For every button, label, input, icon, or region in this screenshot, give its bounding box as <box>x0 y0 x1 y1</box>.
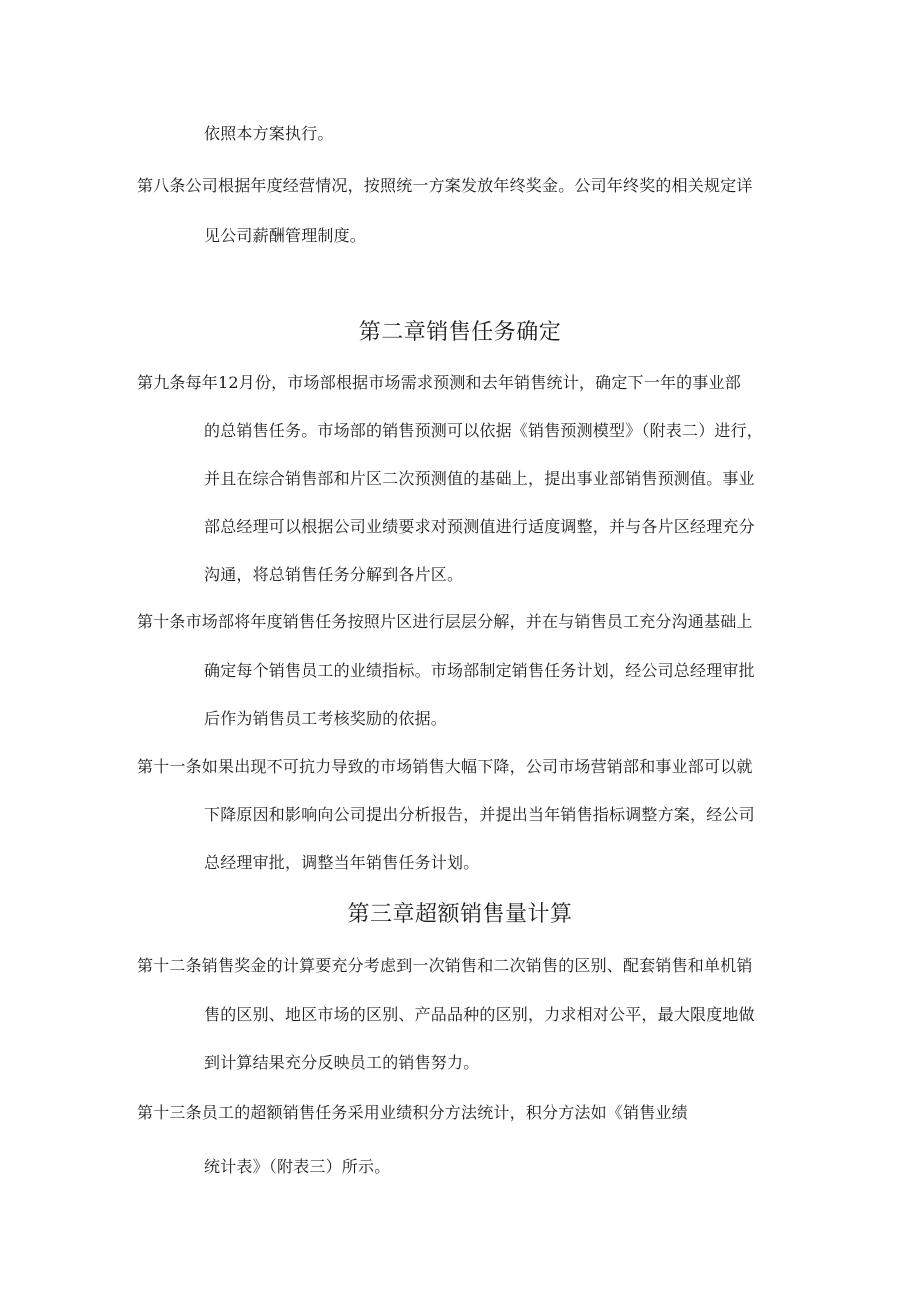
chapter-2-heading: 第二章销售任务确定 <box>358 320 562 345</box>
article-9-line-4: 部总经理可以根据公司业绩要求对预测值进行适度调整，并与各片区经理充分 <box>204 517 755 536</box>
article-9-line-3: 并且在综合销售部和片区二次预测值的基础上，提出事业部销售预测值。事业 <box>204 469 755 488</box>
article-9-line-2: 的总销售任务。市场部的销售预测可以依据《销售预测模型》（附表二）进行， <box>204 421 764 440</box>
article-9-line-1: 第九条每年12月份，市场部根据市场需求预测和去年销售统计，确定下一年的事业部 <box>137 373 741 392</box>
chapter-3-heading: 第三章超额销售量计算 <box>347 902 573 927</box>
article-11-line-2: 下降原因和影响向公司提出分析报告，并提出当年销售指标调整方案，经公司 <box>204 805 755 824</box>
article-8-line-1: 第八条公司根据年度经营情况，按照统一方案发放年终奖金。公司年终奖的相关规定详 <box>137 176 753 195</box>
article-12-line-3: 到计算结果充分反映员工的销售努力。 <box>204 1053 480 1072</box>
article-11-line-1: 第十一条如果出现不可抗力导致的市场销售大幅下降，公司市场营销部和事业部可以就 <box>137 757 753 776</box>
intro-continuation: 依照本方案执行。 <box>204 124 334 143</box>
article-12-line-1: 第十二条销售奖金的计算要充分考虑到一次销售和二次销售的区别、配套销售和单机销 <box>137 956 753 975</box>
article-10-line-2: 确定每个销售员工的业绩指标。市场部制定销售任务计划，经公司总经理审批 <box>204 661 755 680</box>
article-13-line-2: 统计表》（附表三）所示。 <box>204 1157 391 1176</box>
article-9-line-5: 沟通，将总销售任务分解到各片区。 <box>204 565 464 584</box>
article-10-line-1: 第十条市场部将年度销售任务按照片区进行层层分解，并在与销售员工充分沟通基础上 <box>137 612 753 631</box>
article-8-line-2: 见公司薪酬管理制度。 <box>204 226 367 245</box>
article-11-line-3: 总经理审批，调整当年销售任务计划。 <box>204 853 480 872</box>
article-13-line-1: 第十三条员工的超额销售任务采用业绩积分方法统计，积分方法如《销售业绩 <box>137 1103 688 1122</box>
article-12-line-2: 售的区别、地区市场的区别、产品品种的区别，力求相对公平，最大限度地做 <box>204 1005 755 1024</box>
article-10-line-3: 后作为销售员工考核奖励的依据。 <box>204 709 448 728</box>
